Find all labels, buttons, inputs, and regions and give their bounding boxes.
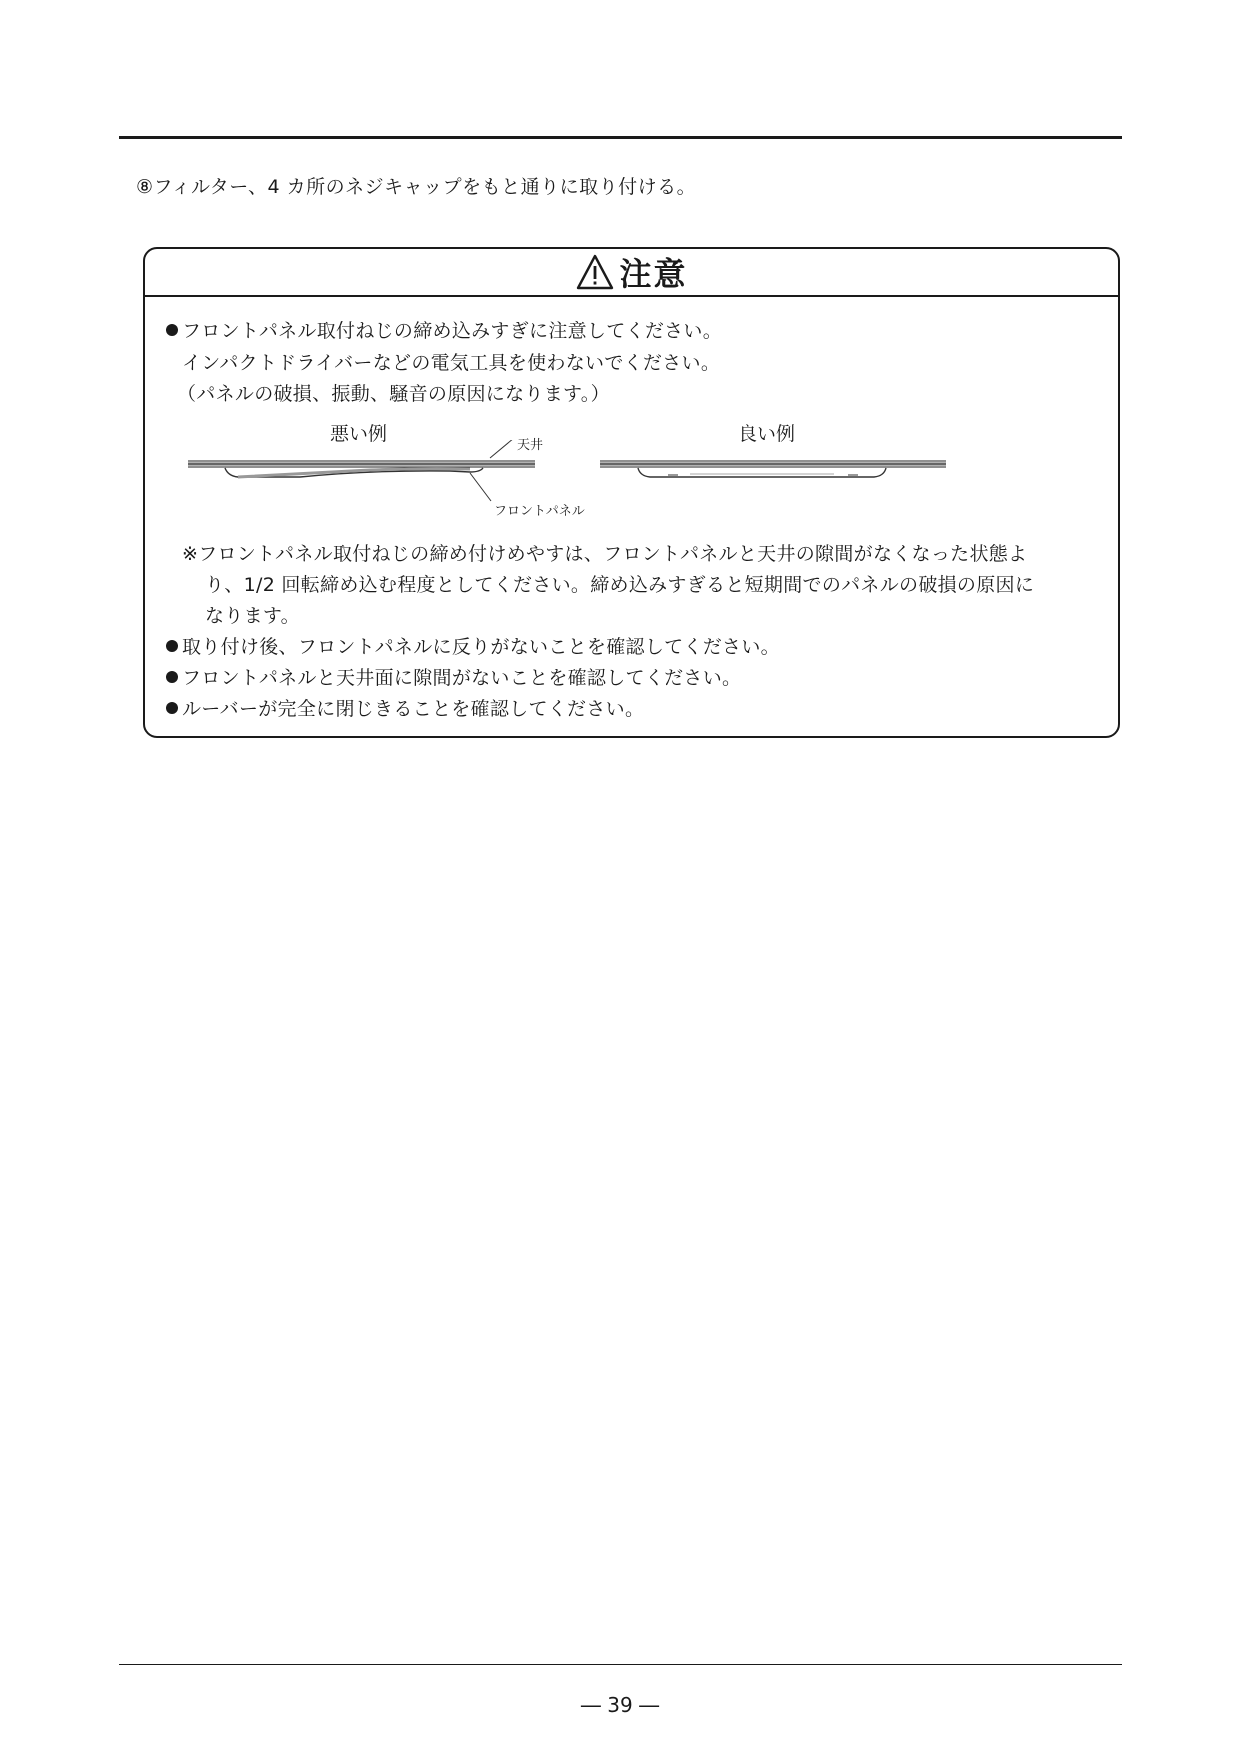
ceiling-line [600, 461, 946, 467]
note-line-2: り、1/2 回転締め込む程度としてください。締め込みすぎると短期間でのパネルの破損の原因に [205, 574, 1035, 596]
check-bullet-2: フロントパネルと天井面に隙間がないことを確認してください。 [166, 663, 741, 690]
note-line-3: なります。 [205, 605, 300, 627]
bullet-icon [166, 324, 178, 336]
ceiling-label: 天井 [517, 438, 544, 453]
check-bullet-1: 取り付け後、フロントパネルに反りがないことを確認してください。 [166, 632, 780, 659]
top-rule [119, 136, 1122, 139]
good-example-label: 良い例 [738, 423, 796, 445]
ceiling-line [188, 461, 535, 467]
step-instruction: ⑧フィルター、4 カ所のネジキャップをもと通りに取り付ける。 [136, 176, 697, 198]
bad-example-figure [180, 440, 540, 512]
note-line-1: ※フロントパネル取付ねじの締め付けめやすは、フロントパネルと天井の隙間がなくなった状態よ [182, 543, 1028, 565]
check-bullet-3: ルーバーが完全に閉じきることを確認してください。 [166, 694, 644, 721]
caution-header [145, 249, 1118, 297]
bad-example-label: 悪い例 [330, 423, 388, 445]
caution-line-3: （パネルの破損、振動、騒音の原因になります。） [177, 383, 610, 405]
bottom-rule [119, 1664, 1122, 1665]
front-panel-label: フロントパネル [494, 504, 585, 519]
bullet-icon [166, 702, 178, 714]
page-number: ― 39 ― [580, 1693, 660, 1717]
bullet-icon [166, 671, 178, 683]
caution-line-2: インパクトドライバーなどの電気工具を使わないでください。 [182, 352, 721, 374]
good-example-figure [598, 440, 950, 500]
flat-panel [638, 468, 886, 477]
caution-line-1: フロントパネル取付ねじの締め込みすぎに注意してください。 [166, 316, 722, 343]
bullet-icon [166, 640, 178, 652]
warning-triangle-icon [575, 253, 615, 291]
caution-title: 注意 [619, 255, 688, 293]
